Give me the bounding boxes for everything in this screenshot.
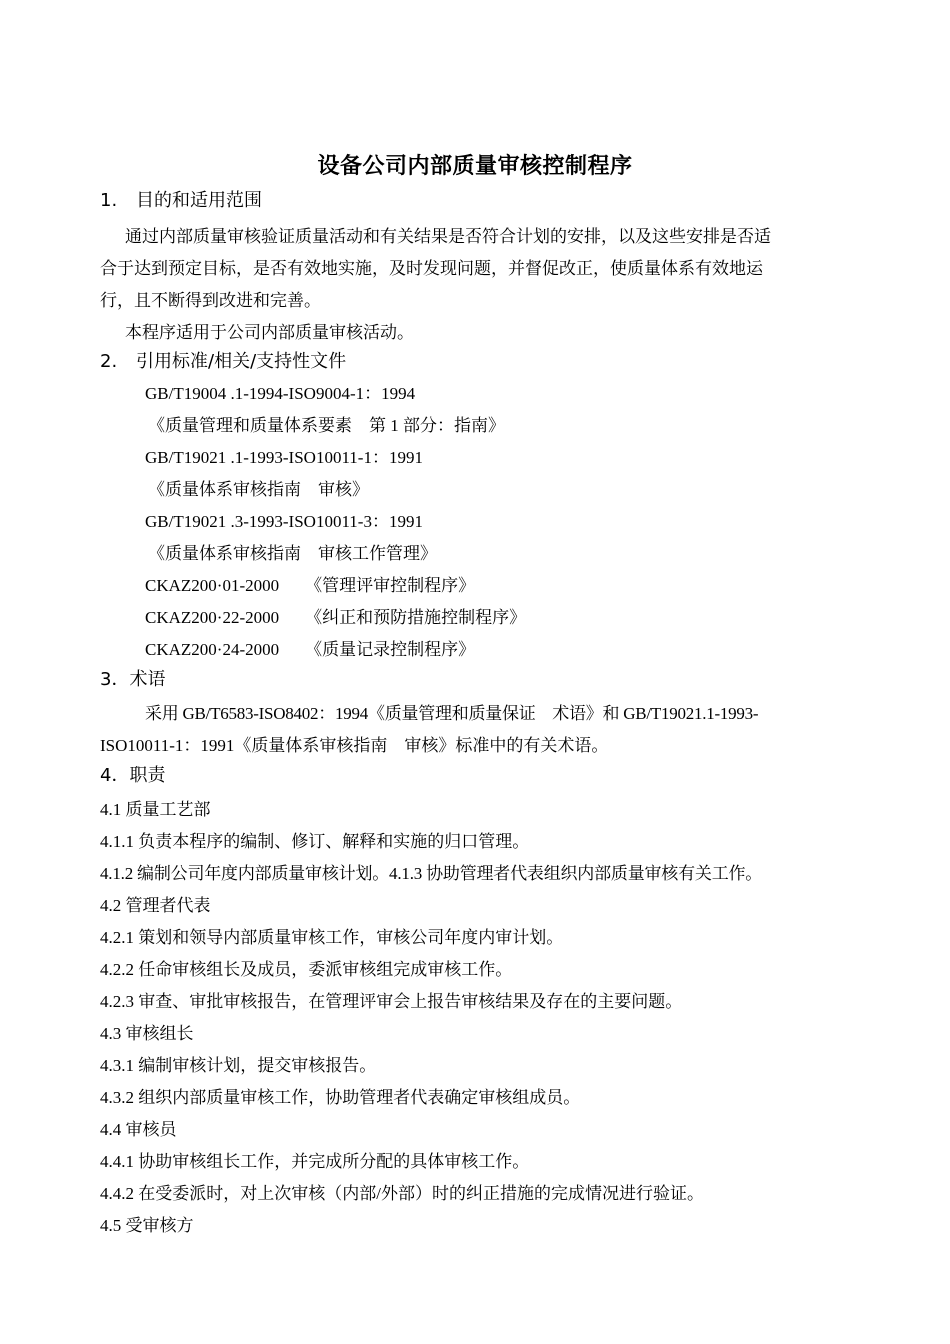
reference-standard: GB/T19021 .3-1993-ISO10011-3：1991 (145, 512, 423, 531)
responsibility-item: 4.1.1 负责本程序的编制、修订、解释和实施的归口管理。 (100, 832, 530, 851)
document-title: 设备公司内部质量审核控制程序 (317, 154, 633, 179)
responsibility-item: 4.2.3 审查、审批审核报告，在管理评审会上报告审核结果及存在的主要问题。 (100, 992, 683, 1011)
responsibility-item: 4.3.2 组织内部质量审核工作，协助管理者代表确定审核组成员。 (100, 1088, 581, 1107)
responsibility-item: 4.3.1 编制审核计划，提交审核报告。 (100, 1056, 377, 1075)
section-2-heading (100, 348, 346, 376)
reference-standard-title: 《质量管理和质量体系要素 第 1 部分：指南》 (148, 416, 505, 435)
reference-standard: GB/T19004 .1-1994-ISO9004-1：1994 (145, 384, 416, 403)
support-document (145, 570, 475, 602)
reference-standard: GB/T19021 .1-1993-ISO10011-1：1991 (145, 448, 423, 467)
reference-standard-title: 《质量体系审核指南 审核》 (148, 480, 369, 499)
support-document (145, 602, 526, 634)
support-document-code: CKAZ200·22-2000 (145, 608, 280, 627)
section-3-line1: 采用 GB/T6583-ISO8402：1994《质量管理和质量保证 术语》和 GB/T19021.1-1993- (145, 704, 759, 723)
responsibility-item: 4.5 受审核方 (100, 1216, 194, 1235)
section-1-para1-line1: 通过内部质量审核验证质量活动和有关结果是否符合计划的安排，以及这些安排是否适 (125, 227, 771, 246)
section-3-heading: 3．术语 (100, 669, 166, 690)
support-document-name: 《管理评审控制程序》 (305, 576, 476, 595)
section-1-para2: 本程序适用于公司内部质量审核活动。 (125, 323, 414, 342)
section-3-line2: ISO10011-1：1991《质量体系审核指南 审核》标准中的有关术语。 (100, 736, 609, 755)
support-document-code: CKAZ200·01-2000 (145, 576, 280, 595)
support-document (145, 634, 475, 666)
support-document-name: 《质量记录控制程序》 (305, 640, 476, 659)
responsibility-item: 4.2 管理者代表 (100, 896, 211, 915)
section-4-heading: 4．职责 (100, 765, 166, 786)
responsibility-item: 4.2.2 任命审核组长及成员，委派审核组完成审核工作。 (100, 960, 513, 979)
responsibility-item: 4.4 审核员 (100, 1120, 177, 1139)
responsibility-item: 4.2.1 策划和领导内部质量审核工作，审核公司年度内审计划。 (100, 928, 564, 947)
responsibility-item: 4.3 审核组长 (100, 1024, 194, 1043)
responsibility-item: 4.1.2 编制公司年度内部质量审核计划。4.1.3 协助管理者代表组织内部质量审核有关工作。 (100, 864, 763, 883)
section-1-title: 目的和适用范围 (136, 190, 262, 211)
section-1-number: 1. (100, 190, 118, 211)
reference-standard-title: 《质量体系审核指南 审核工作管理》 (148, 544, 437, 563)
support-document-code: CKAZ200·24-2000 (145, 640, 280, 659)
section-2-title: 引用标准/相关/支持性文件 (136, 351, 347, 372)
support-document-name: 《纠正和预防措施控制程序》 (305, 608, 527, 627)
section-1-para1-line2: 合于达到预定目标，是否有效地实施，及时发现问题，并督促改正，使质量体系有效地运 (100, 259, 763, 278)
responsibility-item: 4.1 质量工艺部 (100, 800, 211, 819)
section-2-number: 2. (100, 351, 118, 372)
responsibility-item: 4.4.2 在受委派时，对上次审核（内部/外部）时的纠正措施的完成情况进行验证。 (100, 1184, 704, 1203)
section-1-para1-line3: 行，且不断得到改进和完善。 (100, 291, 321, 310)
section-1-heading (100, 187, 262, 215)
responsibility-item: 4.4.1 协助审核组长工作，并完成所分配的具体审核工作。 (100, 1152, 530, 1171)
